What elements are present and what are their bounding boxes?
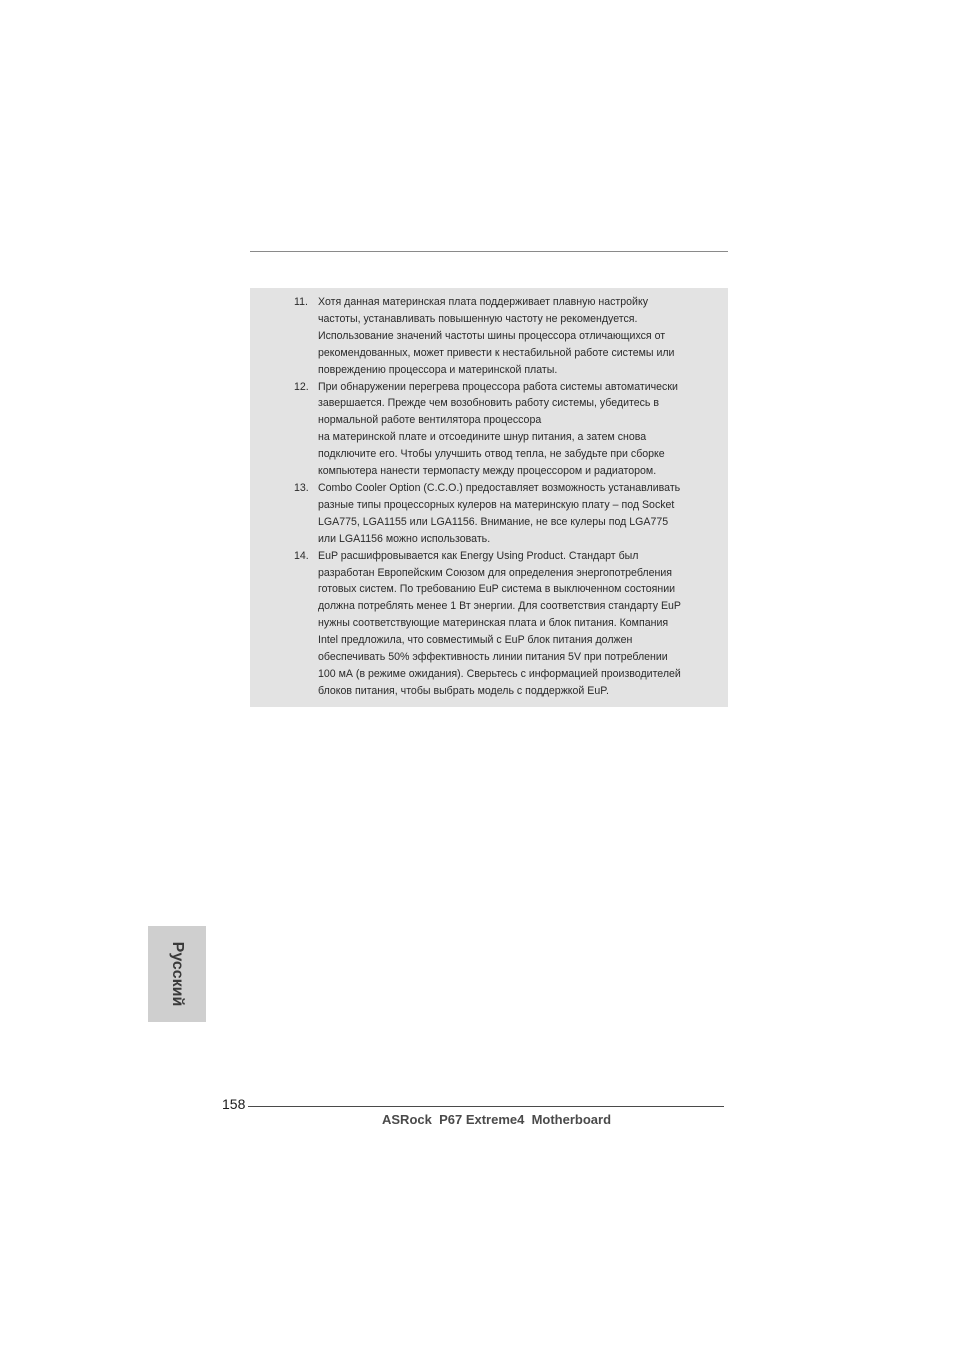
note-text-line: При обнаружении перегрева процессора работа системы автоматически <box>318 380 678 393</box>
note-text-line: или LGA1156 можно использовать. <box>318 532 491 545</box>
note-text-line: разные типы процессорных кулеров на материнскую плату – под Socket <box>318 498 675 511</box>
note-text-line: рекомендованных, может привести к нестабильной работе системы или <box>318 346 675 359</box>
note-text-line: обеспечивать 50% эффективность линии питания 5V при потреблении <box>318 651 668 664</box>
note-text-line: готовых систем. По требованию EuP система в выключенном состоянии <box>318 583 676 596</box>
note-text-line: разработан Европейским Союзом для определения энергопотребления <box>318 566 672 579</box>
note-item <box>250 379 728 480</box>
note-item <box>250 548 728 700</box>
note-text-line: частоты, устанавливать повышенную частоту не рекомендуется. <box>318 312 638 325</box>
note-text-line: Combo Cooler Option (C.C.O.) предоставляет возможность устанавливать <box>318 481 681 494</box>
note-text-line: нормальной работе вентилятора процессора <box>318 414 542 427</box>
header-divider <box>250 251 728 252</box>
note-text-line: повреждению процессора и материнской платы. <box>318 363 558 376</box>
note-text-line: Хотя данная материнская плата поддерживает плавную настройку <box>318 296 648 308</box>
note-text-line: блоков питания, чтобы выбрать модель с поддержкой EuP. <box>318 684 609 697</box>
note-number: 14. <box>294 549 309 562</box>
footer-divider <box>248 1106 724 1107</box>
note-text-line: Intel предложила, что совместимый с EuP блок питания должен <box>318 634 633 647</box>
note-item <box>250 294 728 379</box>
note-text-line: Использование значений частоты шины процессора отличающихся от <box>318 329 666 342</box>
note-text-line: завершается. Прежде чем возобновить работу системы, убедитесь в <box>318 397 660 410</box>
note-text-line: LGA775, LGA1155 или LGA1156. Внимание, не все кулеры под LGA775 <box>318 515 669 528</box>
note-text-line: подключите его. Чтобы улучшить отвод тепла, не забудьте при сборке <box>318 448 665 461</box>
notes-panel <box>250 288 728 707</box>
page-number: 158 <box>222 1096 246 1112</box>
note-number: 12. <box>294 380 309 393</box>
note-number: 13. <box>294 481 309 494</box>
note-text-line: нужны соответствующие материнская плата и блок питания. Компания <box>318 617 669 630</box>
language-tab-label: Русский <box>169 941 186 1007</box>
note-number: 11. <box>294 296 308 308</box>
note-text-line: 100 мА (в режиме ожидания). Сверьтесь с информацией производителей <box>318 667 681 680</box>
language-tab <box>148 926 206 1022</box>
notes-list <box>250 294 728 700</box>
footer-title: ASRock P67 Extreme4 Motherboard <box>382 1112 612 1127</box>
note-text-line: EuP расшифровывается как Energy Using Product. Стандарт был <box>318 549 639 562</box>
note-text-line: компьютера нанести термопасту между процессором и радиатором. <box>318 465 657 478</box>
note-text-line: должна потреблять менее 1 Вт энергии. Для соответствия стандарту EuP <box>318 600 682 613</box>
note-item <box>250 480 728 548</box>
note-text-line: на материнской плате и отсоедините шнур питания, а затем снова <box>318 431 647 444</box>
